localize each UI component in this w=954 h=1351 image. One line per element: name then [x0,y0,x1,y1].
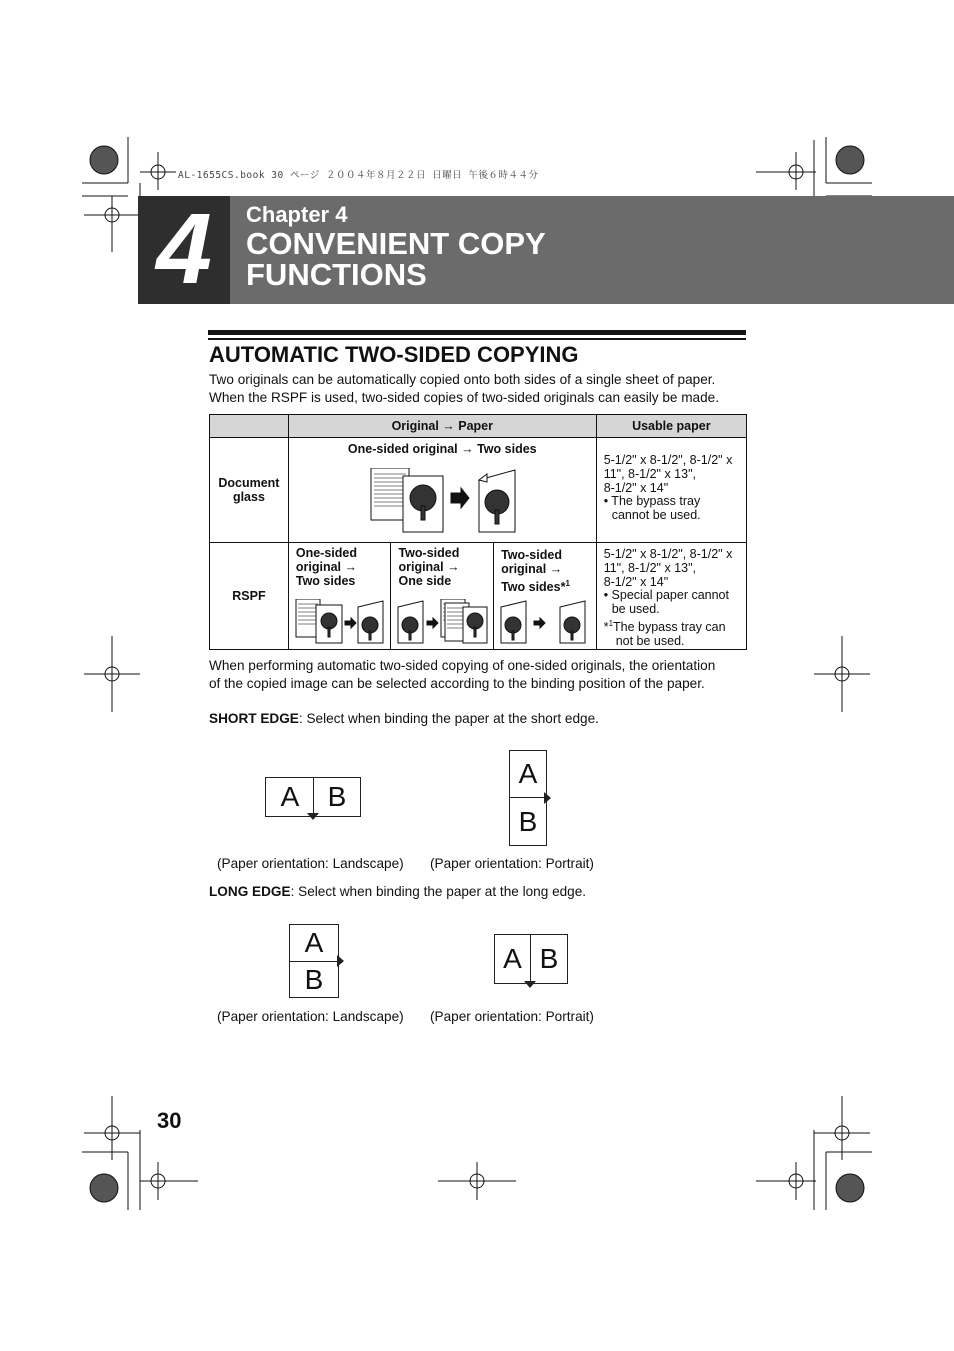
chapter-title-line1: CONVENIENT COPY [246,226,546,261]
chapter-title [246,228,886,290]
short-edge-caption-portrait: (Paper orientation: Portrait) [430,856,594,871]
paper-line2: 11", 8-1/2" x 13", [603,466,696,481]
long-edge-description: : Select when binding the paper at the long edge. [290,884,587,899]
document-glass-mode-label: One-sided original → Two sides [347,442,537,456]
rspf-mode3-cell [494,543,597,650]
diagram-page-a: A [509,750,547,798]
binding-arrow-icon [336,954,346,968]
row-label-line2: glass [232,490,265,504]
rspf-mode1-label [296,547,391,588]
mode3-line3-wrap [501,577,596,595]
binding-arrow-icon [543,791,553,805]
rspf-note2-line1: The bypass tray can [613,620,726,635]
diagram-page-a: A [289,924,339,962]
rspf-mode2-label [398,547,493,588]
row-header-document-glass [210,438,289,543]
diagram-page-b: B [530,934,568,984]
col-header-usable-paper: Usable paper [596,415,746,438]
long-edge-caption-portrait: (Paper orientation: Portrait) [430,1009,594,1024]
note-line2: cannot be used. [611,508,701,523]
chapter-title-line2: FUNCTIONS [246,257,427,292]
rspf-note2-sup: 1 [608,618,614,628]
document-glass-mode-cell [288,438,596,543]
intro-line2: When the RSPF is used, two-sided copies of two-sided originals can easily be made. [209,389,720,405]
mode1-line1: One-sided [295,546,357,560]
mode2-line3: One side [398,573,452,588]
mode2-line2: original → [398,559,460,574]
paper-line1: 5-1/2" x 8-1/2", 8-1/2" x [603,453,733,467]
rspf-usable-paper [596,543,746,650]
mode1-line3: Two sides [295,573,356,588]
page-number: 30 [157,1108,182,1133]
mode3-line3: Two sides* [501,579,566,594]
chapter-label: Chapter 4 [246,202,348,227]
section-title: AUTOMATIC TWO-SIDED COPYING [209,342,579,367]
diagram-page-a: A [494,934,531,984]
intro-line1: Two originals can be automatically copied onto both sides of a single sheet of paper. [209,372,716,387]
long-edge-term: LONG EDGE [209,884,291,899]
usage-table [209,414,747,650]
row-label-line1: Document [218,476,280,490]
long-edge-text [209,883,586,901]
short-edge-caption-landscape: (Paper orientation: Landscape) [217,856,404,871]
mode1-line2: original → [295,559,357,574]
diagram-page-b: B [509,797,547,846]
mode3-footnote-marker: 1 [565,578,570,588]
rspf-mode1-cell [288,543,391,650]
orientation-note-line2: of the copied image can be selected according to the binding position of the paper. [209,675,705,691]
rspf-mode3-illustration [500,599,592,645]
note-line1: • The bypass tray [603,494,701,509]
rspf-note1-line1: • Special paper cannot [603,588,729,603]
mode3-line2: original → [501,561,563,576]
rspf-paper-line2: 11", 8-1/2" x 13", [603,560,696,575]
orientation-note-line1: When performing automatic two-sided copying of one-sided originals, the orientation [209,658,716,673]
rspf-mode2-illustration [397,599,489,645]
table-corner-cell [210,415,289,438]
rspf-note1-line2: be used. [611,602,660,617]
mode2-line1: Two-sided [398,546,460,560]
long-edge-caption-landscape: (Paper orientation: Landscape) [217,1009,404,1024]
binding-arrow-icon [523,980,537,990]
short-edge-term: SHORT EDGE [209,711,299,726]
rspf-paper-line1: 5-1/2" x 8-1/2", 8-1/2" x [603,547,733,561]
rspf-note2-prefix: * [603,620,609,635]
diagram-page-b: B [289,961,339,998]
short-edge-description: : Select when binding the paper at the short edge. [298,711,599,726]
mode3-line1: Two-sided [501,548,562,562]
rspf-mode3-label [501,549,596,595]
diagram-page-a: A [265,777,315,817]
rspf-mode2-cell [391,543,494,650]
section-rule-thick [208,330,746,335]
section-intro [209,371,769,406]
binding-arrow-icon [306,812,320,822]
orientation-note [209,657,769,692]
section-rule-thin [208,338,746,340]
row-header-rspf: RSPF [210,543,289,650]
diagram-page-b: B [313,777,361,817]
print-slug: AL-1655CS.book 30 ページ ２００４年８月２２日 日曜日 午後６時４４分 [178,170,539,181]
rspf-paper-line3: 8-1/2" x 14" [603,574,669,589]
rspf-note2-line2: not be used. [615,633,685,648]
col-header-original-paper: Original → Paper [288,415,596,438]
paper-line3: 8-1/2" x 14" [603,480,669,495]
short-edge-text [209,710,599,728]
chapter-number: 4 [156,193,212,305]
rspf-note2 [604,617,740,635]
document-glass-usable-paper [596,438,746,543]
one-to-two-sides-illustration [369,468,519,536]
rspf-mode1-illustration [295,599,387,645]
